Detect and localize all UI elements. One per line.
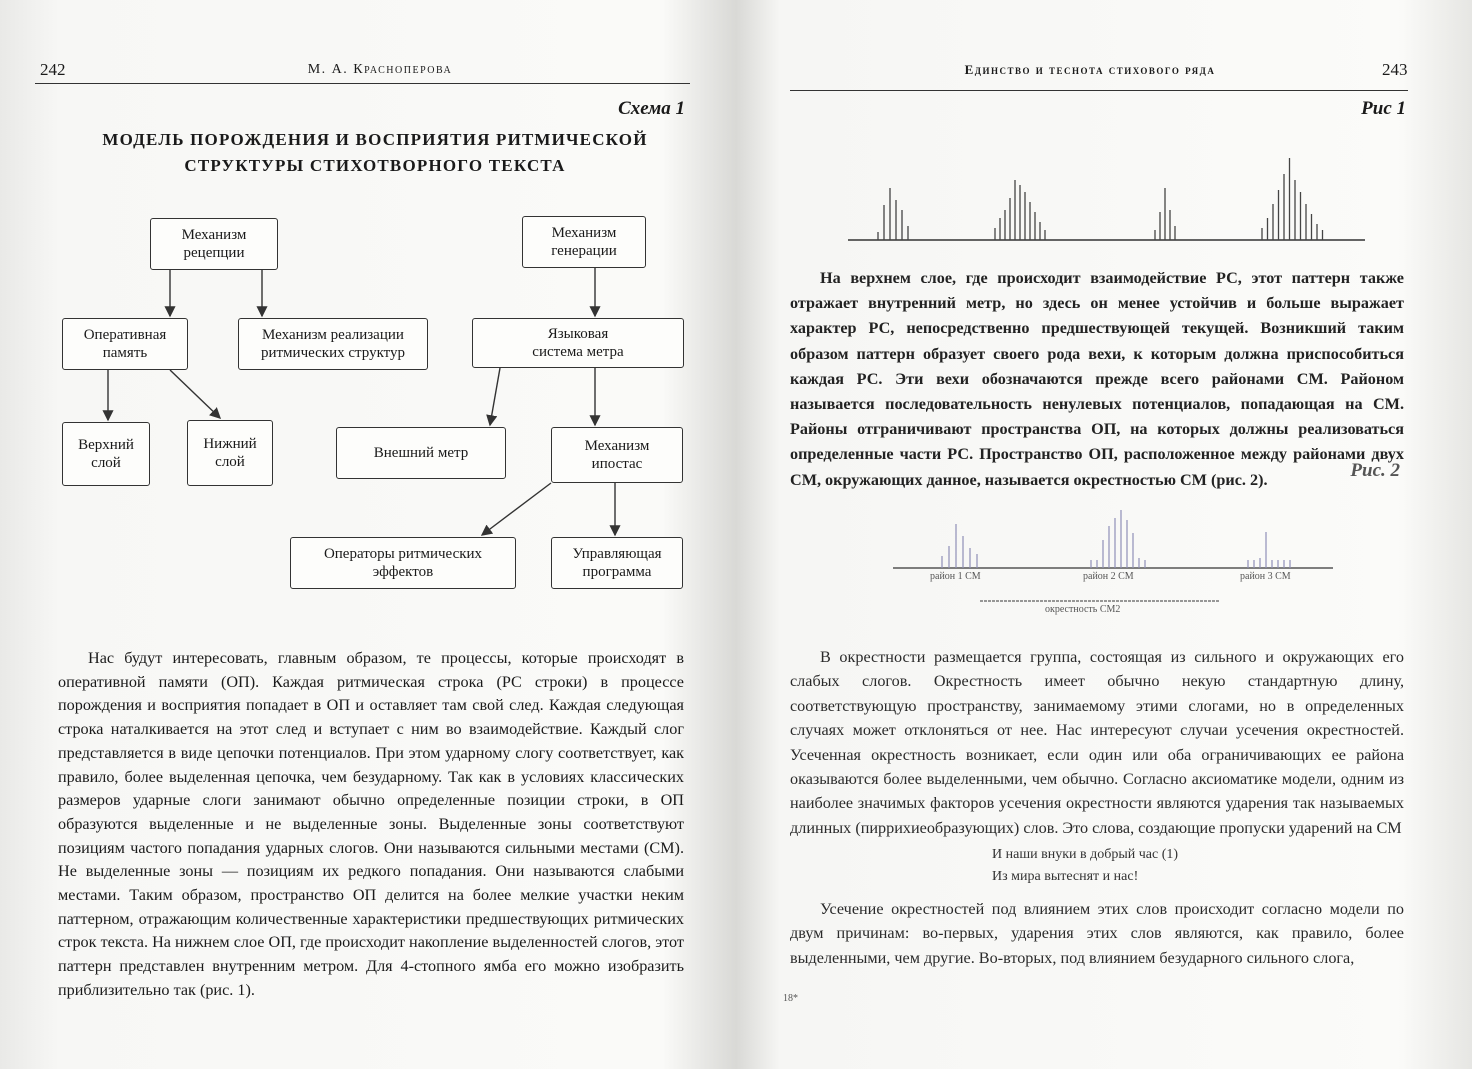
- figure2-label: Рис. 2: [1350, 460, 1400, 481]
- box-upper-layer: Верхний слой: [62, 422, 150, 486]
- running-head-left: М. А. Красноперова: [307, 62, 453, 77]
- running-head-right: Единство и теснота стихового ряда: [964, 62, 1216, 77]
- body-paragraph: Усечение окрестностей под влиянием этих слов происходит согласно модели по двум причинам: во-первых, ударения этих слов являются, как правило, более выделенными, чем другие. Во-вторых, под влиянием безударного сильного слога,: [790, 900, 1404, 967]
- box-external-meter: Внешний метр: [336, 427, 506, 479]
- signature-mark: 18*: [783, 993, 798, 1004]
- arrow: [170, 370, 220, 418]
- box-reception-mechanism: Механизм рецепции: [150, 218, 278, 270]
- body-paragraph: Нас будут интересовать, главным образом, те процессы, которые происходят в оперативной памяти (ОП). Каждая ритмическая строка (РС строки) в процессе порождения и восприятия попадает в ОП и оставляет там свой след. Каждая следующая строка наталкивается на этот след и вступает с ним во взаимодействие. Каждый слог представляется в виде цепочки потенциалов. При этом ударному слогу соответствует, как правило, более выделенная цепочка, чем безударному. Так как в условиях классических размеров ударные слоги занимают обычно определенные позиции строки, в ОП образуются выделенные и не выделенные зоны. Выделенные зоны соответствуют позициям частого попадания ударных слогов. Они называются сильными местами (СМ). Не выделенные зоны — позициям их редкого попадания. Они называются слабыми местами. Таким образом, пространство ОП делится на более мелкие участки неким паттерном, отражающим количественные характеристики предшествующих ритмических строк текста. На нижнем слое ОП, где происходит накопление выделенностей слогов, этот паттерн представлен внутренним метром. Для 4-стопного ямба его можно изобразить приблизительно так (рис. 1).: [58, 649, 684, 999]
- box-realization-mechanism: Механизм реализации ритмических структур: [238, 318, 428, 370]
- figure1-label: Рис 1: [1361, 98, 1406, 119]
- figure2-label-1: район 1 СМ: [930, 571, 981, 582]
- box-hypostasis-mechanism: Механизм ипостас: [551, 427, 683, 483]
- figure2-label-2: район 2 СМ: [1083, 571, 1134, 582]
- box-working-memory: Оперативная память: [62, 318, 188, 370]
- page-number-left: 242: [40, 60, 66, 79]
- body-paragraph: В окрестности размещается группа, состоящая из сильного и окружающих его слабых слогов. Окрестность имеет обычно некую стандартную длину, соответствующую пространству, занимаемому этими слогами, но в определенных случаях может отклоняться от нее. Нас интересуют случаи усечения окрестностей. Усеченная окрестность возникает, если один или оба ограничивающих ее района оказываются более выделенными, чем обычно. Согласно аксиоматике модели, одним из наиболее значимых факторов усечения окрестности являются ударения так называемых длинных (пиррихиеобразующих) слов. Это слова, создающие пропуски ударений на СМ: [790, 648, 1404, 837]
- verse-line: И наши внуки в добрый час (1): [992, 847, 1179, 862]
- figure2-span-label: окрестность СМ2: [1045, 604, 1121, 615]
- arrow: [482, 483, 551, 535]
- verse-line: Из мира вытеснят и нас!: [992, 869, 1139, 884]
- box-language-system: Языковая система метра: [472, 318, 684, 368]
- title-line: МОДЕЛЬ ПОРОЖДЕНИЯ И ВОСПРИЯТИЯ РИТМИЧЕСКОЙ: [102, 130, 648, 149]
- scheme-label: Схема 1: [618, 98, 685, 119]
- figure2-label-3: район 3 СМ: [1240, 571, 1291, 582]
- page-number-right: 243: [1382, 60, 1408, 79]
- box-rhythm-operators: Операторы ритмических эффектов: [290, 537, 516, 589]
- box-lower-layer: Нижний слой: [187, 420, 273, 486]
- box-control-program: Управляющая программа: [551, 537, 683, 589]
- arrow: [490, 368, 500, 425]
- box-generation-mechanism: Механизм генерации: [522, 216, 646, 268]
- body-paragraph: На верхнем слое, где происходит взаимодействие РС, этот паттерн также отражает внутренний метр, но здесь он менее устойчив и больше выражает характер РС, непосредственно предшествующей текущей. Возникший таким образом паттерн образует своего рода вехи, к которым должна приспособиться каждая РС. Эти вехи обозначаются прежде всего районами СМ. Районом называется последовательность ненулевых потенциалов, попадающая на СМ. Районы отграничивают пространства ОП, на которых должны реализоваться определенные части РС. Пространство ОП, расположенное между районами двух СМ, окружающих данное, называется окрестностью СМ (рис. 2).: [790, 269, 1404, 489]
- title-line: СТРУКТУРЫ СТИХОТВОРНОГО ТЕКСТА: [184, 156, 566, 175]
- header-rule: [790, 90, 1408, 91]
